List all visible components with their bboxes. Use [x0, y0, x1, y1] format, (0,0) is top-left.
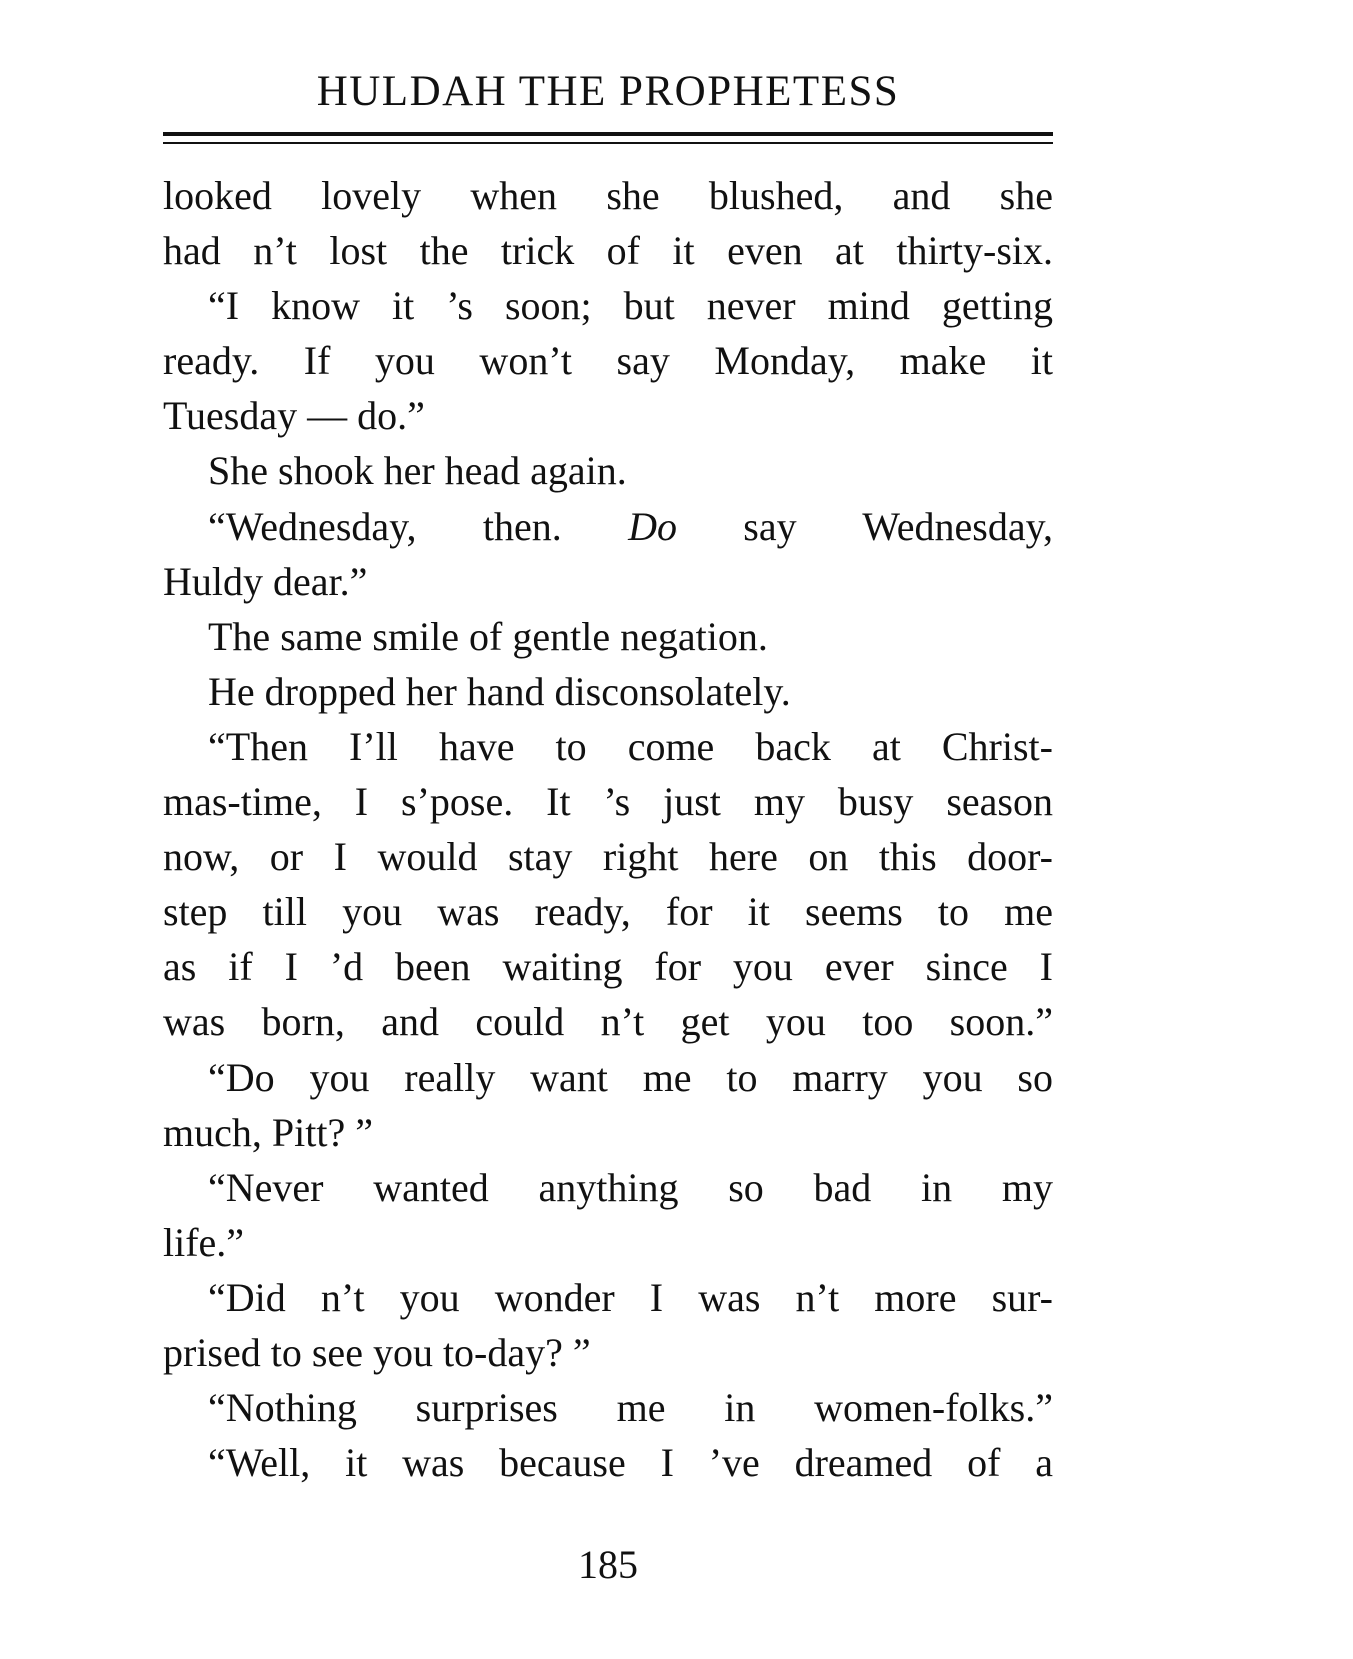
text-line: “Never wanted anything so bad in my: [208, 1164, 1053, 1210]
header-rule-thin: [163, 142, 1053, 144]
emphasis-text: Do: [628, 503, 677, 549]
text-line-start: “Wednesday, then.: [208, 503, 629, 549]
text-line: “Do you really want me to marry you so: [208, 1054, 1053, 1100]
text-line: had n’t lost the trick of it even at thirty-six.: [163, 228, 1053, 274]
header-rule-thick: [163, 132, 1053, 136]
text-line: “Did n’t you wonder I was n’t more sur-: [208, 1274, 1053, 1320]
text-line: Huldy dear.”: [163, 558, 368, 604]
text-line: The same smile of gentle negation.: [208, 613, 768, 659]
text-line: “Then I’ll have to come back at Christ-: [208, 723, 1053, 769]
text-line-end: say Wednesday,: [676, 503, 1053, 549]
text-line: Tuesday — do.”: [163, 393, 425, 439]
text-line: “Nothing surprises me in women-folks.”: [208, 1385, 1053, 1431]
body-text: [163, 168, 1053, 1490]
text-line: now, or I would stay right here on this door-: [163, 834, 1053, 880]
text-line: “Well, it was because I ’ve dreamed of a: [208, 1440, 1053, 1486]
page-number: 185: [578, 1542, 638, 1587]
text-line: ready. If you won’t say Monday, make it: [163, 338, 1053, 384]
text-line: looked lovely when she blushed, and she: [163, 173, 1053, 218]
text-line: [163, 499, 1053, 554]
text-line: as if I ’d been waiting for you ever since I: [163, 944, 1053, 990]
running-head: HULDAH THE PROPHETESS: [316, 68, 900, 115]
text-line: life.”: [163, 1219, 245, 1265]
text-line: prised to see you to-day? ”: [163, 1329, 591, 1375]
text-line: step till you was ready, for it seems to me: [163, 889, 1053, 935]
text-line: was born, and could n’t get you too soon.”: [163, 999, 1053, 1045]
text-line: mas-time, I s’pose. It ’s just my busy season: [163, 779, 1053, 825]
text-line: He dropped her hand disconsolately.: [208, 668, 791, 714]
text-line: much, Pitt? ”: [163, 1109, 373, 1155]
text-line: She shook her head again.: [208, 448, 627, 494]
text-line: “I know it ’s soon; but never mind getting: [208, 283, 1053, 329]
